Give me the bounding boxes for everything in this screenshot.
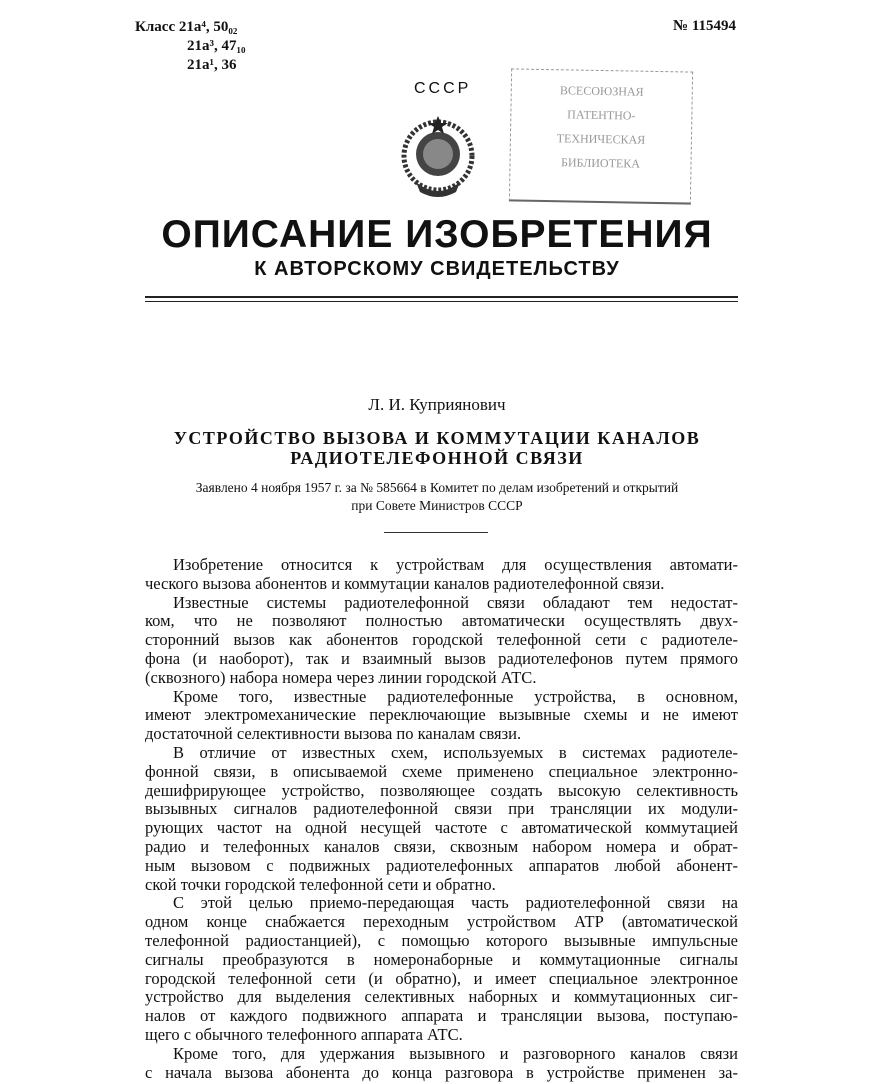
text-line: ком, что не позволяют полностью автоматически осуществлять двух- [145, 611, 738, 631]
text-line: ным вызовом с подвижных радиотелефонных аппаратов любой абонент- [145, 855, 738, 875]
state-emblem-icon [398, 112, 478, 200]
document-subtitle: К АВТОРСКОМУ СВИДЕТЕЛЬСТВУ [254, 258, 620, 280]
document-title: ОПИСАНИЕ ИЗОБРЕТЕНИЯ [161, 213, 713, 256]
text-line: фона (и наоборот), так и взаимный вызов радиотелефонов путем прямого [145, 648, 738, 668]
text-line: сигналы преобразуются в номеронаборные и коммутационные сигналы [145, 949, 738, 969]
divider [145, 301, 738, 302]
invention-title [0, 428, 874, 468]
text-line: сторонний вызов как абонентов городской телефонной сети с радиотеле- [145, 630, 738, 650]
paragraph [145, 594, 738, 688]
library-stamp: ВСЕСОЮЗНАЯ ПАТЕНТНО- ТЕХНИЧЕСКАЯ БИБЛИОТЕКА [509, 68, 693, 204]
paragraph [145, 688, 738, 744]
text-line: фонной связи, в описываемой схеме применено специальное электронно- [145, 761, 738, 781]
text-line: радио и телефонных каналов связи, сквозным набором номера и обрат- [145, 836, 738, 856]
text-line: городской телефонной сети (и обратно), и имеет специальное электронное [145, 968, 738, 988]
text-line: щего с обычного телефонного аппарата АТС. [145, 1024, 463, 1044]
text-line: телефонной радиостанцией), с помощью которого вызывные импульсные [145, 930, 738, 950]
invention-title-line: УСТРОЙСТВО ВЫЗОВА И КОММУТАЦИИ КАНАЛОВ [173, 428, 701, 448]
text-line: ческого вызова абонентов и коммутации каналов радиотелефонной связи. [145, 573, 665, 593]
text-line: налов от каждого подвижного аппарата и трансляции вызова, поступаю- [145, 1006, 738, 1026]
text-line: с начала вызова абонента до конца разговора в устройстве применен за- [145, 1062, 738, 1082]
text-line: Известные системы радиотелефонной связи обладают тем недостат- [173, 592, 738, 612]
text-line: ской точки городской телефонной сети и обратно. [145, 874, 496, 894]
text-line: одном конце снабжается переходным устройством АТР (автоматической [145, 912, 738, 932]
class-label: Класс 21a⁴, 50₀₂ [135, 19, 238, 35]
paragraph [145, 744, 738, 894]
author: Л. И. Куприянович [368, 395, 506, 414]
text-line: имеют электромеханические переключающие вызывные схемы и не имеют [145, 705, 738, 725]
text-line: достаточной селективности вызова по каналам связи. [145, 724, 522, 744]
filing-line: при Совете Министров СССР [351, 498, 523, 513]
filing-info [0, 479, 874, 515]
class-line: 21a¹, 36 [187, 57, 237, 73]
invention-title-line: РАДИОТЕЛЕФОННОЙ СВЯЗИ [290, 448, 584, 468]
separator [384, 532, 488, 533]
divider [145, 296, 738, 298]
paragraph [145, 556, 738, 594]
text-line: Кроме того, для удержания вызывного и разговорного каналов связи [173, 1043, 738, 1063]
classification [135, 18, 246, 75]
paragraph [145, 1045, 738, 1083]
patent-number: № 115494 [673, 18, 736, 34]
text-line: рующих частот на одной несущей частоте с автоматической коммутацией [145, 818, 738, 838]
text-line: Изобретение относится к устройствам для осуществления автомати- [173, 555, 738, 574]
text-line: вызывных сигналов радиотелефонной связи при трансляции их модули- [145, 799, 738, 819]
paragraph [145, 894, 738, 1044]
text-line: В отличие от известных схем, используемых в системах радиотеле- [173, 742, 738, 762]
country-label: СССР [414, 80, 472, 97]
text-line: (сквозного) набора номера через линии городской АТС. [145, 667, 537, 687]
text-line: устройство для выделения селективных наборных и коммутационных сиг- [145, 987, 738, 1007]
text-line: дешифрирующее устройство, позволяющее создать высокую селективность [145, 780, 738, 800]
text-line: С этой целью приемо-передающая часть радиотелефонной связи на [173, 893, 738, 913]
class-line: 21a³, 47₁₀ [187, 38, 246, 54]
filing-line: Заявлено 4 ноября 1957 г. за № 585664 в Комитет по делам изобретений и открытий [195, 480, 679, 495]
body-text [145, 556, 738, 1082]
text-line: Кроме того, известные радиотелефонные устройства, в основном, [173, 686, 738, 706]
